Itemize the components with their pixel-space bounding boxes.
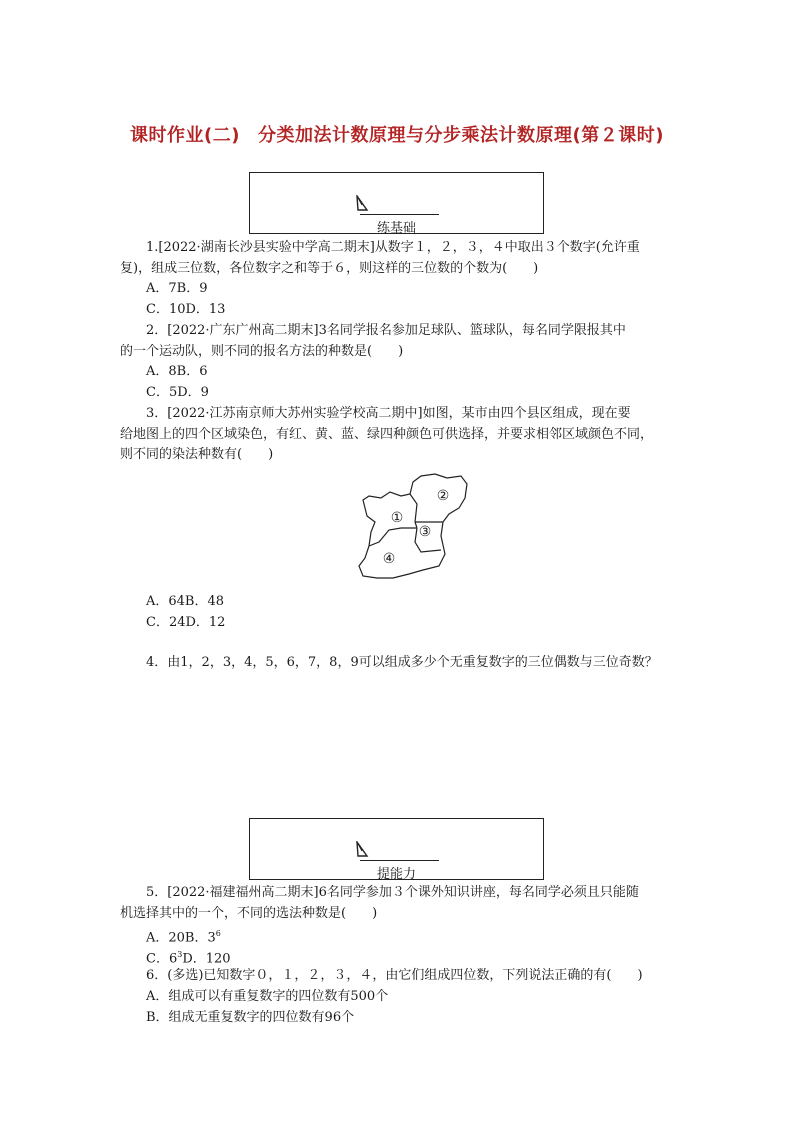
- q5-line2: 机选择其中的一个，不同的选法种数是( ): [120, 906, 378, 921]
- q3-line1: 3．[2022·江苏南京师大苏州实验学校高二期中]如图，某市由四个县区组成，现在要: [146, 406, 631, 421]
- q3-options-cd: C．24D．12: [146, 615, 226, 630]
- q3-options-ab: A．64B．48: [146, 594, 225, 609]
- q6-option-b: B．组成无重复数字的四位数有96个: [146, 1010, 355, 1025]
- map-label-3: ③: [418, 524, 432, 540]
- title-part2: 分类加法计数原理与分步乘法计数原理(第２课时): [258, 125, 664, 146]
- section-header-advanced: [249, 818, 544, 880]
- q2-line1: 2．[2022·广东广州高二期末]3名同学报名参加足球队、篮球队，每名同学限报其中: [146, 323, 626, 338]
- pen-icon: [354, 841, 370, 859]
- q5-options-ab: [146, 926, 221, 946]
- q5-line1: 5．[2022·福建福州高二期末]6名同学参加３个课外知识讲座，每名同学必须且只能随: [146, 885, 639, 900]
- section-label: 练基础: [376, 221, 416, 236]
- q5-option-c-text: C．6: [146, 951, 178, 967]
- q5-options-cd: [146, 947, 231, 967]
- map-label-2: ②: [436, 488, 450, 504]
- title-part1: 课时作业(二): [130, 125, 240, 146]
- q1-options-ab: A．7B．9: [146, 281, 208, 296]
- q6-option-a: A．组成可以有重复数字的四位数有500个: [146, 989, 389, 1004]
- q5-option-d-text: D．120: [182, 951, 231, 967]
- section-underline: [360, 214, 439, 215]
- q6-line1: 6．(多选)已知数字０，１，２，３，４，由它们组成四位数，下列说法正确的有( ): [146, 968, 643, 983]
- q2-line2: 的一个运动队，则不同的报名方法的种数是( ): [120, 344, 404, 359]
- q5-option-a-text: A．20B．3: [146, 930, 216, 946]
- map-label-1: ①: [390, 510, 404, 526]
- q1-line1: 1.[2022·湖南长沙县实验中学高二期末]从数字１，２，３，４中取出３个数字(允许重: [146, 240, 640, 255]
- q2-options-ab: A．8B．6: [146, 364, 208, 379]
- section-label: 提能力: [376, 867, 416, 882]
- pen-icon: [354, 195, 370, 213]
- q2-options-cd: C．5D．9: [146, 385, 209, 400]
- q4-line1: 4．由1，2，3，4，5，6，7，8，9可以组成多少个无重复数字的三位偶数与三位奇数？: [146, 655, 658, 670]
- section-underline: [360, 860, 439, 861]
- q1-line2: 复)，组成三位数，各位数字之和等于６，则这样的三位数的个数为( ): [120, 261, 539, 276]
- q3-line3: 则不同的染法种数有( ): [120, 447, 274, 462]
- page-title: [0, 121, 794, 147]
- q1-options-cd: C．10D．13: [146, 302, 226, 317]
- q5-option-b-exponent: 6: [215, 929, 221, 938]
- map-label-4: ④: [382, 551, 396, 567]
- county-map-figure: [355, 470, 475, 582]
- section-header-basic: [249, 172, 544, 234]
- q5-option-c-exponent: 3: [177, 950, 183, 959]
- q3-line2: 给地图上的四个区域染色，有红、黄、蓝、绿四种颜色可供选择，并要求相邻区域颜色不同，: [120, 427, 654, 442]
